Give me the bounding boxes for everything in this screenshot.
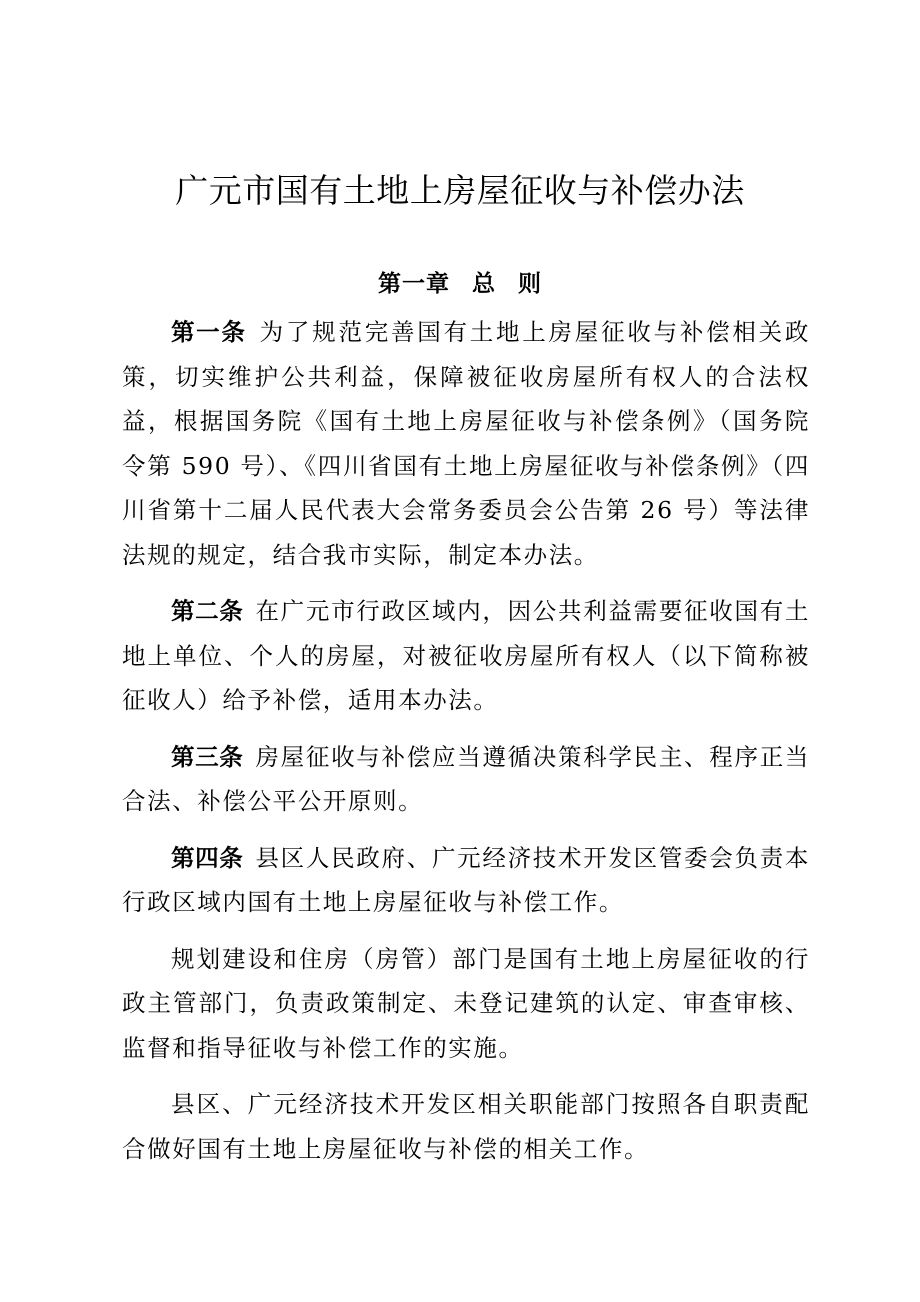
- article-4-paragraph-3: 县区、广元经济技术开发区相关职能部门按照各自职责配合做好国有土地上房屋征收与补偿的相关工作。: [122, 1090, 810, 1163]
- chapter-number: 第一章: [378, 271, 450, 297]
- article-3-label: 第三条: [171, 742, 244, 771]
- article-3-text: 房屋征收与补偿应当遵循决策科学民主、程序正当合法、补偿公平公开原则。: [122, 742, 811, 815]
- chapter-name-part2: 则: [518, 271, 542, 297]
- article-4-label: 第四条: [171, 843, 244, 872]
- article-2-text: 在广元市行政区域内，因公共利益需要征收国有土地上单位、个人的房屋，对被征收房屋所有权人（以下简称被征收人）给予补偿，适用本办法。: [122, 597, 811, 714]
- article-1-text: 为了规范完善国有土地上房屋征收与补偿相关政策，切实维护公共利益，保障被征收房屋所有权人的合法权益，根据国务院《国有土地上房屋征收与补偿条例》（国务院令第 590 号）、《四川省国有土地上房屋征收与补偿条例》（四川省第十二届人民代表大会常务委员会公告第 26 号）等法律法规的规定，结合我市实际，制定本办法。: [122, 318, 811, 569]
- article-1: [122, 310, 810, 577]
- document-title: 广元市国有土地上房屋征收与补偿办法: [175, 171, 745, 210]
- article-2: [122, 589, 810, 723]
- article-4-paragraph-2: 规划建设和住房（房管）部门是国有土地上房屋征收的行政主管部门，负责政策制定、未登记建筑的认定、审查审核、监督和指导征收与补偿工作的实施。: [122, 944, 810, 1062]
- article-2-label: 第二条: [171, 597, 244, 625]
- article-4-text: 县区人民政府、广元经济技术开发区管委会负责本行政区域内国有土地上房屋征收与补偿工作。: [122, 843, 811, 916]
- chapter-heading: [0, 264, 920, 304]
- chapter-name-part1: 总: [472, 271, 496, 297]
- document-body: [122, 310, 810, 1183]
- article-1-label: 第一条: [171, 318, 247, 346]
- article-4: [122, 836, 810, 925]
- article-3: [122, 735, 810, 824]
